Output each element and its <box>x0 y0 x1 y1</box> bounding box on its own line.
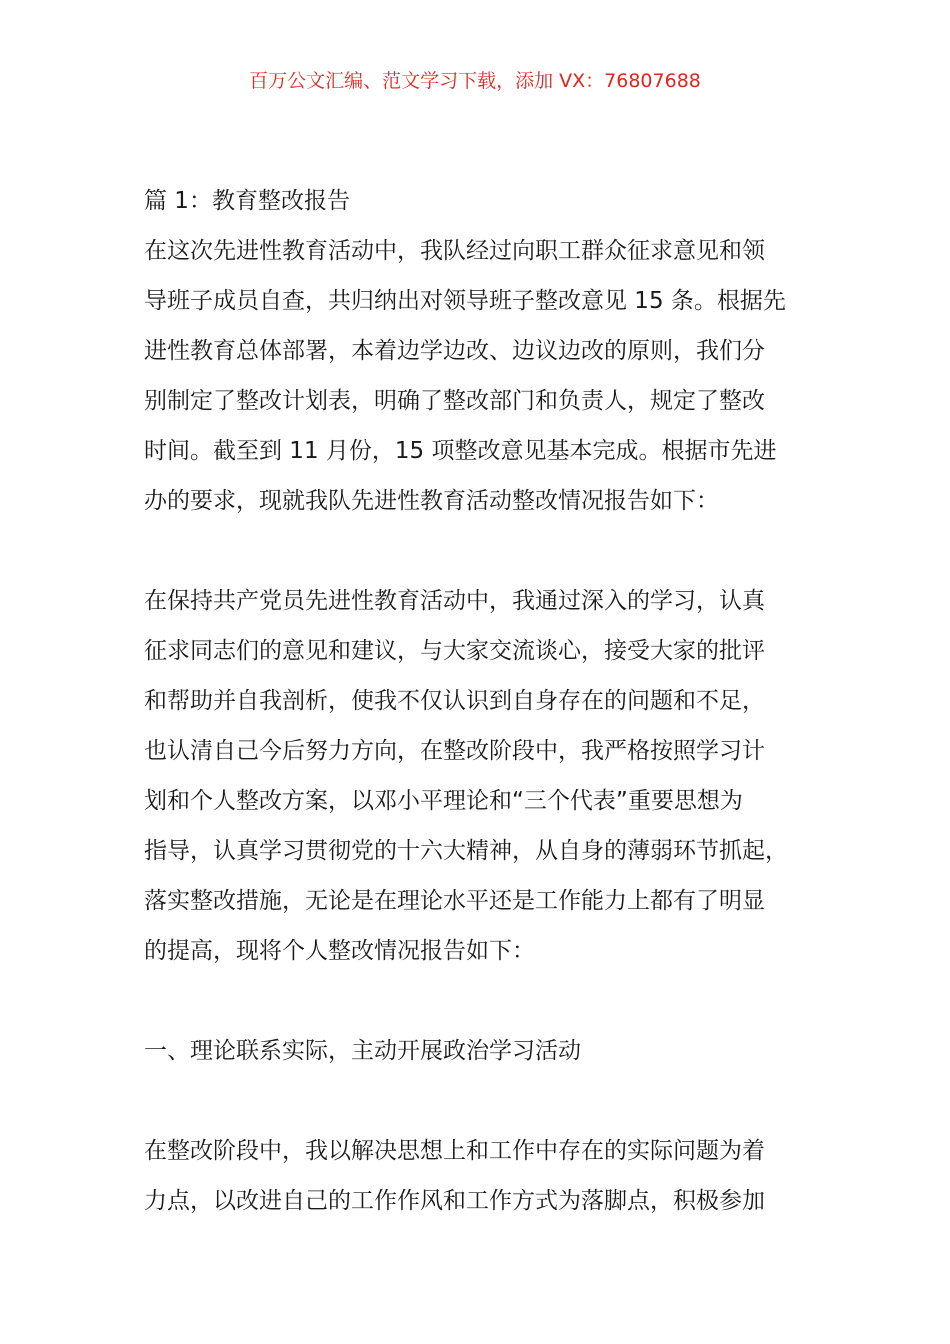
document-body <box>144 183 844 1233</box>
paragraph-line: 和帮助并自我剖析，使我不仅认识到自身存在的问题和不足， <box>144 688 765 714</box>
paragraph-spacer <box>144 533 844 583</box>
paragraph-spacer <box>144 1083 844 1133</box>
paragraph-3 <box>144 1133 844 1233</box>
paragraph-spacer <box>144 983 844 1033</box>
paragraph-line: 力点，以改进自己的工作作风和工作方式为落脚点，积极参加 <box>144 1188 765 1214</box>
paragraph-line: 进性教育总体部署，本着边学边改、边议边改的原则，我们分 <box>144 338 765 364</box>
section-heading: 一、理论联系实际，主动开展政治学习活动 <box>144 1038 581 1064</box>
document-title: 篇 1：教育整改报告 <box>144 188 350 214</box>
paragraph-line: 时间。截至到 11 月份，15 项整改意见基本完成。根据市先进 <box>144 438 777 464</box>
paragraph-line: 征求同志们的意见和建议，与大家交流谈心，接受大家的批评 <box>144 638 765 664</box>
paragraph-line: 别制定了整改计划表，明确了整改部门和负责人，规定了整改 <box>144 388 765 414</box>
paragraph-line: 在保持共产党员先进性教育活动中，我通过深入的学习，认真 <box>144 588 765 614</box>
paragraph-line: 指导，认真学习贯彻党的十六大精神，从自身的薄弱环节抓起， <box>144 838 788 864</box>
paragraph-line: 在这次先进性教育活动中，我队经过向职工群众征求意见和领 <box>144 238 765 264</box>
paragraph-line: 办的要求，现就我队先进性教育活动整改情况报告如下： <box>144 488 719 514</box>
paragraph-1 <box>144 233 844 533</box>
paragraph-line: 划和个人整改方案，以邓小平理论和“三个代表”重要思想为 <box>144 788 743 814</box>
paragraph-line: 在整改阶段中，我以解决思想上和工作中存在的实际问题为着 <box>144 1138 765 1164</box>
paragraph-line: 导班子成员自查，共归纳出对领导班子整改意见 15 条。根据先 <box>144 288 786 314</box>
header-banner: 百万公文汇编、范文学习下载，添加 VX：76807688 <box>249 70 701 92</box>
paragraph-line: 的提高，现将个人整改情况报告如下： <box>144 938 535 964</box>
paragraph-2 <box>144 583 844 983</box>
paragraph-line: 也认清自己今后努力方向，在整改阶段中，我严格按照学习计 <box>144 738 765 764</box>
paragraph-line: 落实整改措施，无论是在理论水平还是工作能力上都有了明显 <box>144 888 765 914</box>
